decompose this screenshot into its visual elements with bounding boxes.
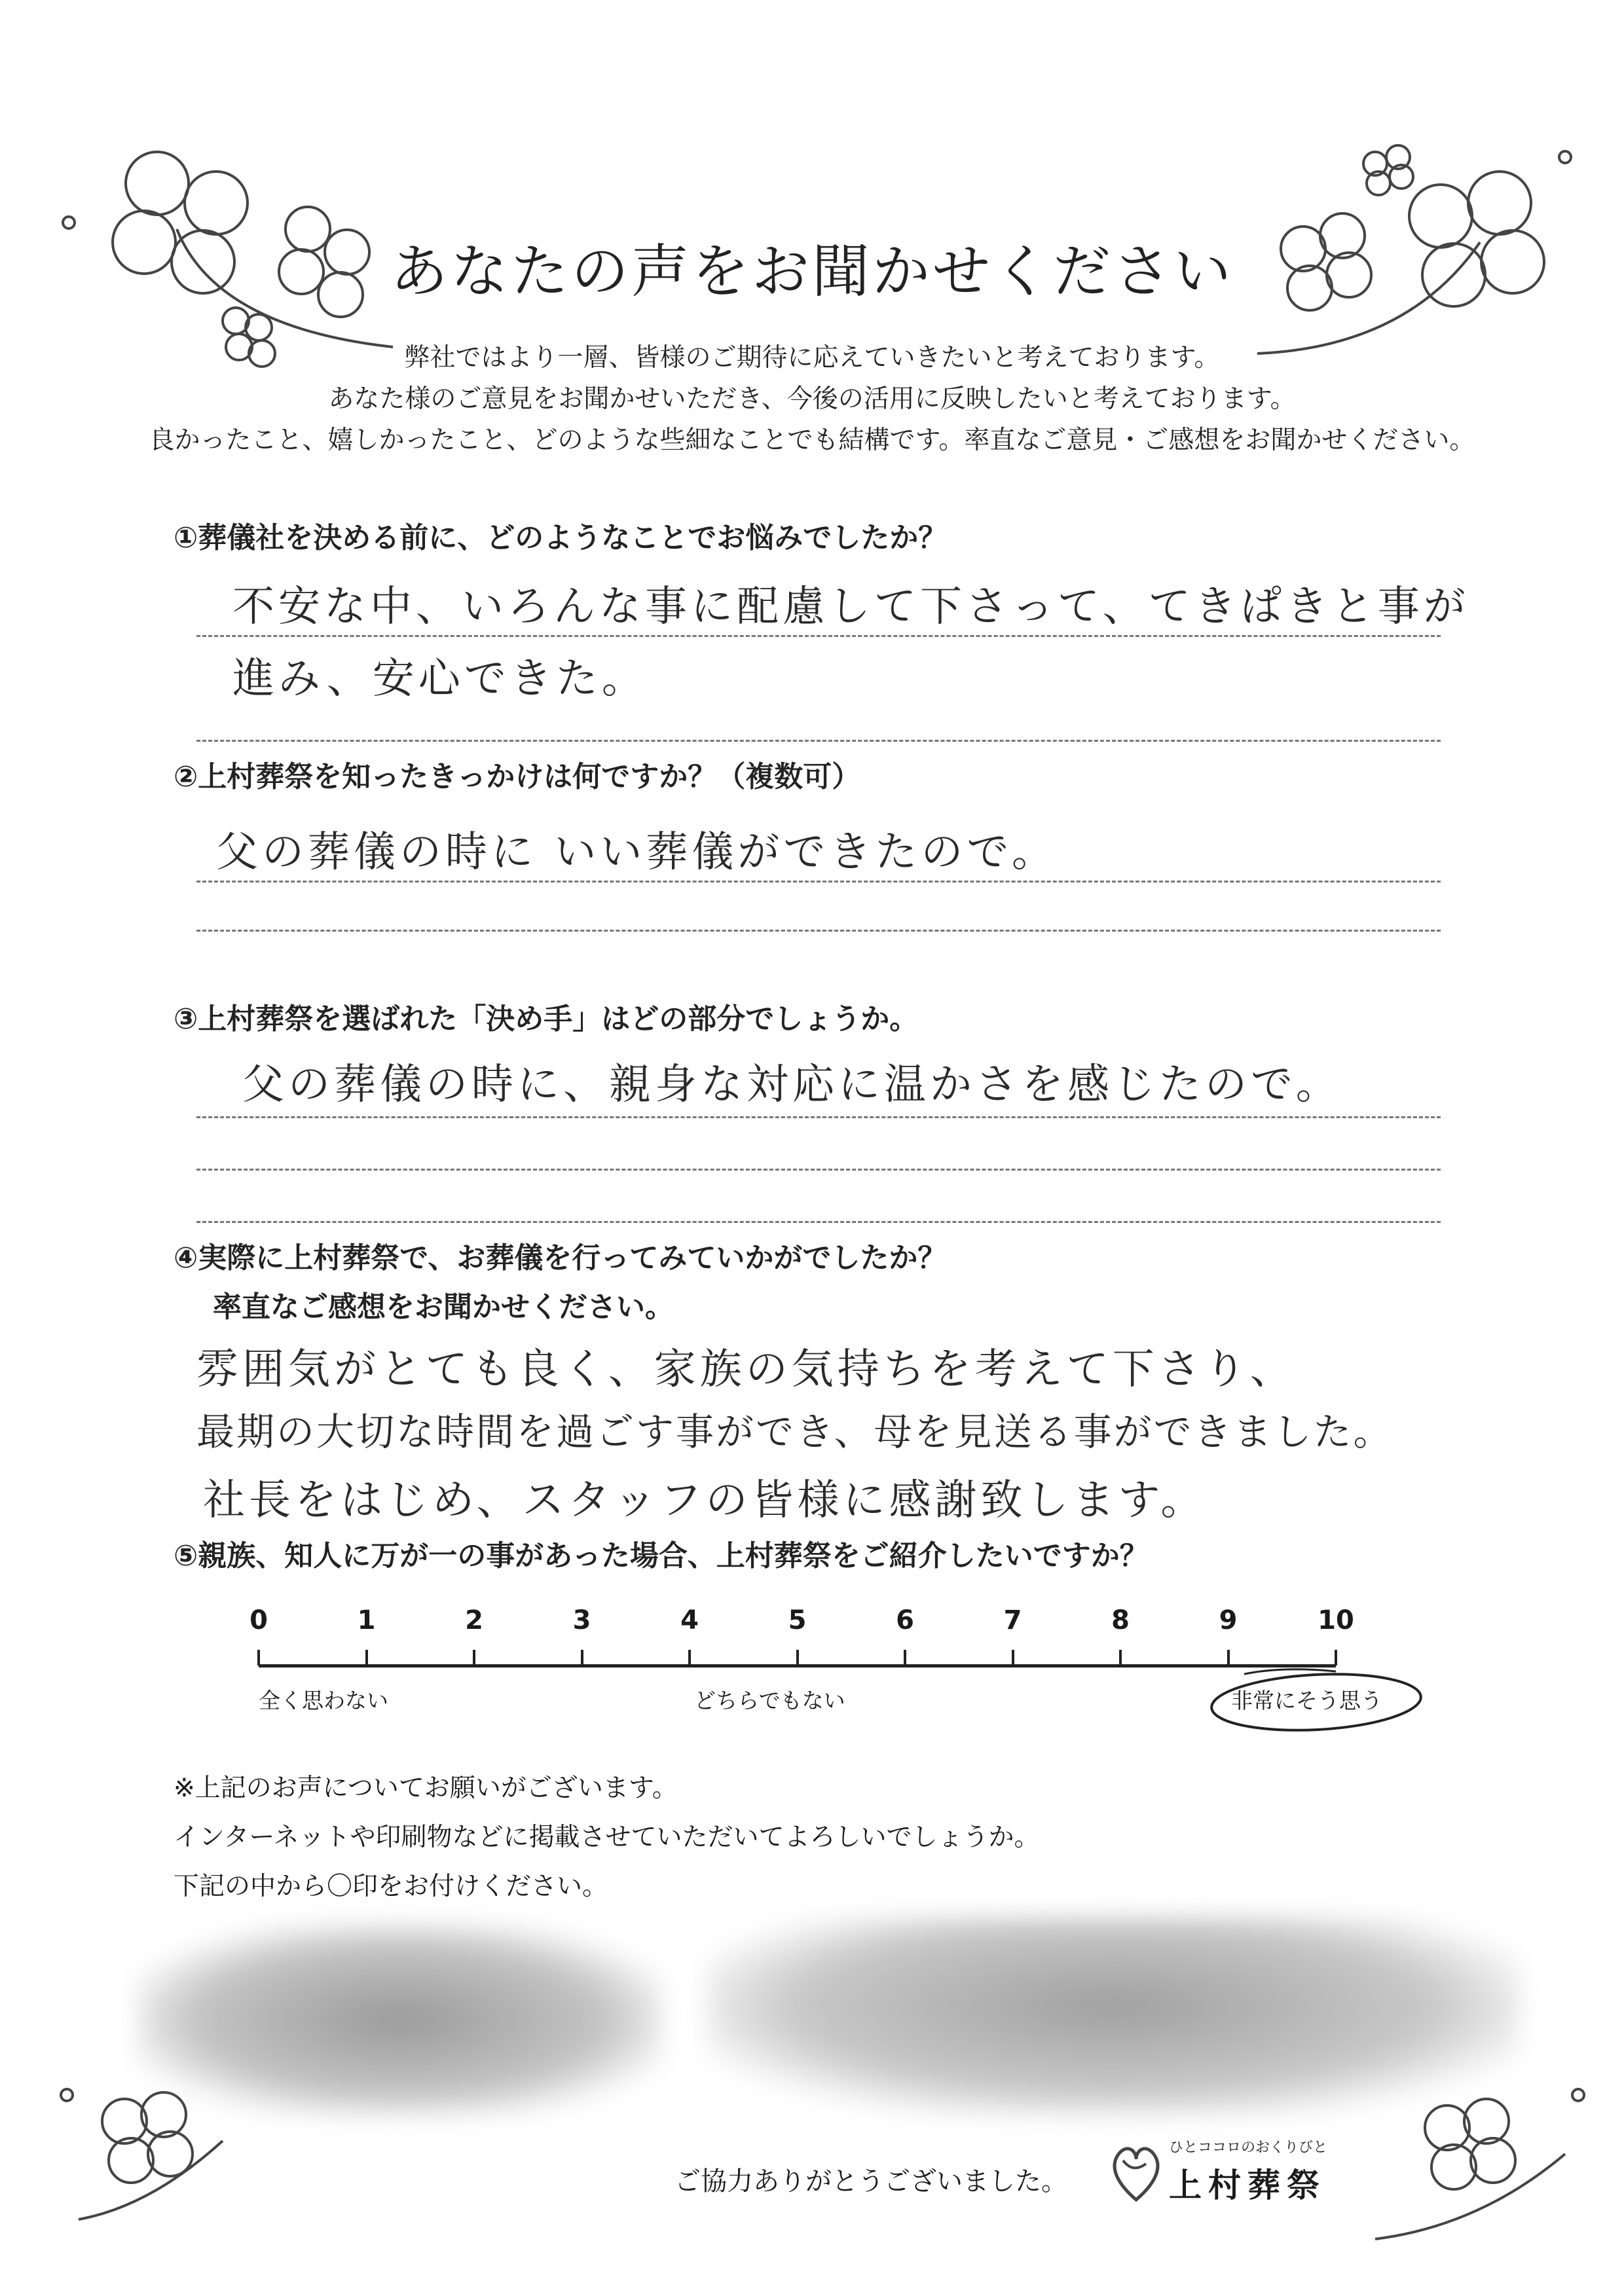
scale-number-10: 10 bbox=[1318, 1605, 1354, 1635]
scale-number-6: 6 bbox=[896, 1605, 914, 1635]
page-title: あなたの声をお聞かせください bbox=[390, 238, 1234, 305]
answer-3-line-1: 父の葬儀の時に、親身な対応に温かさを感じたので。 bbox=[242, 1061, 1342, 1109]
scale-number-4: 4 bbox=[680, 1605, 699, 1635]
answer-line bbox=[196, 740, 1441, 742]
answer-line bbox=[196, 635, 1441, 637]
answer-2-line-1: 父の葬儀の時に いい葬儀ができたので。 bbox=[216, 828, 1058, 877]
selected-circle-mark bbox=[1205, 1666, 1428, 1738]
question-1-label: ①葬儀社を決める前に、どのようなことでお悩みでしたか？ bbox=[174, 521, 948, 555]
answer-line bbox=[196, 1169, 1441, 1171]
scale-label-high: 非常にそう思う bbox=[1231, 1688, 1382, 1713]
intro-line-2: あなた様のご意見をお聞かせいただき、今後の活用に反映したいと考えております。 bbox=[328, 384, 1296, 414]
logo-tagline: ひとココロのおくりびと bbox=[1169, 2140, 1328, 2156]
scale-number-5: 5 bbox=[788, 1605, 807, 1635]
redacted-area-right bbox=[707, 1918, 1519, 2115]
scale-tick bbox=[1227, 1650, 1230, 1666]
note-line-1: ※上記のお声についてお願いがございます。 bbox=[174, 1774, 678, 1803]
scale-number-8: 8 bbox=[1111, 1605, 1130, 1635]
answer-line bbox=[196, 881, 1441, 883]
scale-tick bbox=[1012, 1650, 1014, 1666]
answer-line bbox=[196, 1221, 1441, 1223]
note-line-2: インターネットや印刷物などに掲載させていただいてよろしいでしょうか。 bbox=[174, 1823, 1040, 1852]
question-3-label: ③上村葬祭を選ばれた「決め手」はどの部分でしょうか。 bbox=[174, 1002, 919, 1036]
scale-number-3: 3 bbox=[572, 1605, 591, 1635]
scale-tick bbox=[581, 1650, 583, 1666]
answer-4-line-2: 最期の大切な時間を過ごす事ができ、母を見送る事ができました。 bbox=[196, 1410, 1393, 1454]
question-4-label: ④実際に上村葬祭で、お葬儀を行ってみていかがでしたか？ bbox=[174, 1241, 947, 1275]
scale-label-low: 全く思わない bbox=[259, 1688, 388, 1713]
answer-4-line-3: 社長をはじめ、スタッフの皆様に感謝致します。 bbox=[203, 1476, 1207, 1525]
scale-tick bbox=[257, 1650, 260, 1666]
scale-tick bbox=[1335, 1650, 1337, 1666]
answer-4-line-1: 雰囲気がとても良く、家族の気持ちを考えて下さり、 bbox=[196, 1345, 1296, 1394]
redacted-area-left bbox=[138, 1925, 661, 2115]
scale-number-2: 2 bbox=[465, 1605, 483, 1635]
scale-tick bbox=[1119, 1650, 1122, 1666]
scale-label-mid: どちらでもない bbox=[694, 1688, 845, 1713]
scale-tick bbox=[688, 1650, 691, 1666]
scale-tick bbox=[365, 1650, 368, 1666]
intro-line-3: 良かったこと、嬉しかったこと、どのような些細なことでも結構です。率直なご意見・ご感想をお聞かせください。 bbox=[149, 426, 1475, 455]
scale-number-9: 9 bbox=[1219, 1605, 1238, 1635]
question-5-label: ⑤親族、知人に万が一の事があった場合、上村葬祭をご紹介したいですか？ bbox=[174, 1539, 1149, 1573]
question-4-sublabel: 率直なご感想をお聞かせください。 bbox=[213, 1290, 674, 1324]
answer-1-line-1: 不安な中、いろんな事に配慮して下さって、てきぱきと事が bbox=[232, 583, 1469, 631]
intro-line-1: 弊社ではより一層、皆様のご期待に応えていきたいと考えております。 bbox=[404, 343, 1220, 373]
scale-number-1: 1 bbox=[357, 1605, 376, 1635]
note-line-3: 下記の中から〇印をお付けください。 bbox=[174, 1872, 608, 1901]
answer-line bbox=[196, 1116, 1441, 1118]
answer-line bbox=[196, 930, 1441, 932]
scale-number-7: 7 bbox=[1003, 1605, 1022, 1635]
scale-tick bbox=[796, 1650, 799, 1666]
answer-1-line-2: 進み、安心できた。 bbox=[232, 655, 648, 703]
scale-tick bbox=[473, 1650, 475, 1666]
logo-name: 上村葬祭 bbox=[1169, 2166, 1326, 2204]
scale-tick bbox=[904, 1650, 906, 1666]
clover-icon bbox=[1363, 145, 1413, 195]
heart-logo-icon bbox=[1107, 2134, 1166, 2206]
scale-number-0: 0 bbox=[249, 1605, 268, 1635]
thanks-message: ご協力ありがとうございました。 bbox=[674, 2166, 1067, 2196]
question-2-label: ②上村葬祭を知ったきっかけは何ですか？（複数可） bbox=[174, 760, 861, 793]
